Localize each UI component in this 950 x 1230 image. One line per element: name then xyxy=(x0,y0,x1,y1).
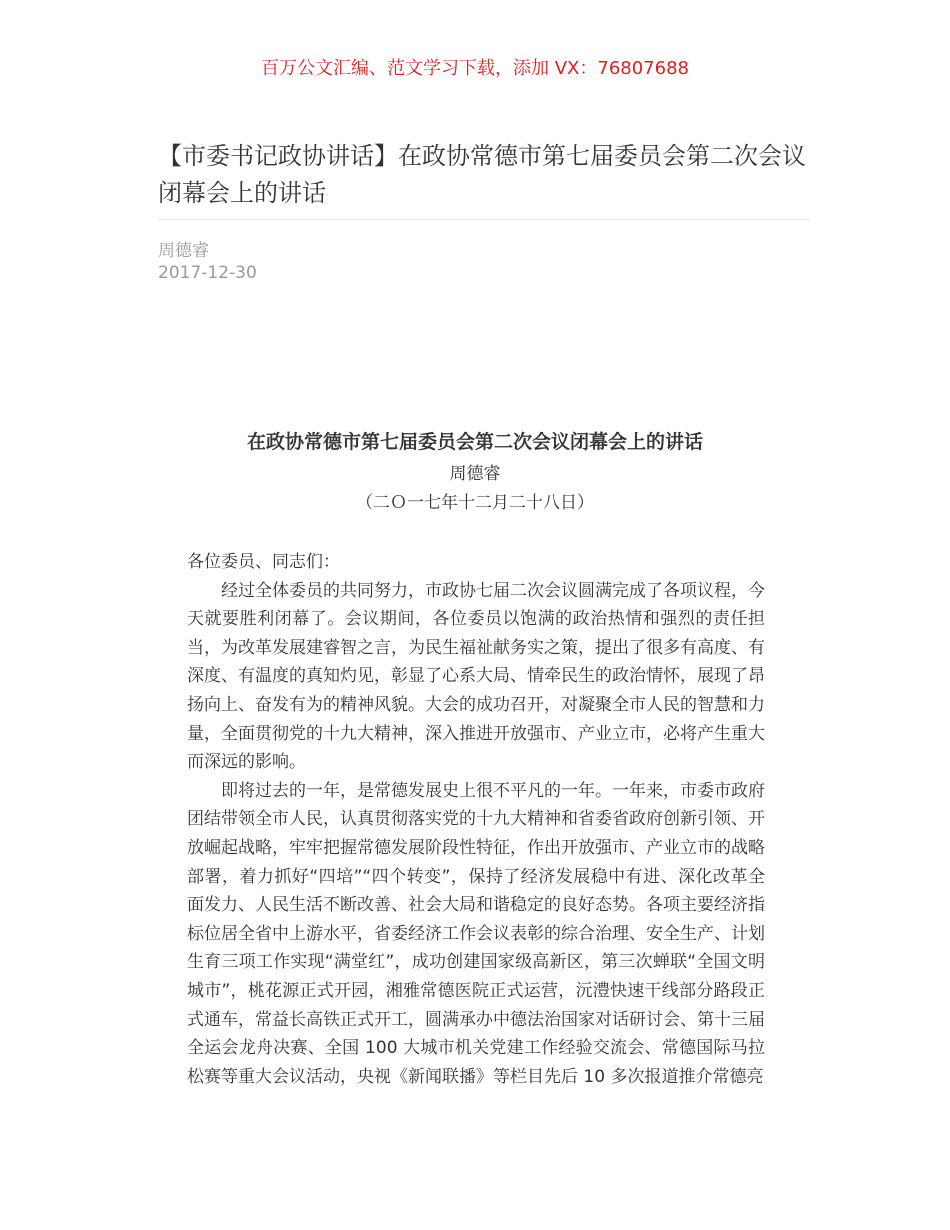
article-date: 2017-12-30 xyxy=(158,263,257,283)
speech-title: 在政协常德市第七届委员会第二次会议闭幕会上的讲话 xyxy=(246,431,703,453)
article-author: 周德睿 xyxy=(158,241,209,261)
speech-body xyxy=(187,548,765,1091)
speech-author: 周德睿 xyxy=(449,464,501,484)
paragraph: 经过全体委员的共同努力，市政协七届二次会议圆满完成了各项议程，今天就要胜利闭幕了。会议期间，各位委员以饱满的政治热情和强烈的责任担当，为改革发展建睿智之言，为民生福祉献务实之策，提出了很多有高度、有深度、有温度的真知灼见，彰显了心系大局、情牵民生的政治情怀，展现了昂扬向上、奋发有为的精神风貌。大会的成功召开，对凝聚全市人民的智慧和力量，全面贯彻党的十九大精神，深入推进开放强市、产业立市，必将产生重大而深远的影响。 xyxy=(187,580,765,773)
download-banner: 百万公文汇编、范文学习下载，添加 VX：76807688 xyxy=(261,58,689,79)
article-title: 【市委书记政协讲话】在政协常德市第七届委员会第二次会议闭幕会上的讲话 xyxy=(158,142,806,207)
speech-date: （二Ｏ一七年十二月二十八日） xyxy=(356,493,594,513)
paragraph: 即将过去的一年，是常德发展史上很不平凡的一年。一年来，市委市政府团结带领全市人民，认真贯彻落实党的十九大精神和省委省政府创新引领、开放崛起战略，牢牢把握常德发展阶段性特征，作出开放强市、产业立市的战略部署，着力抓好“四培”“四个转变”，保持了经济发展稳中有进、深化改革全面发力、人民生活不断改善、社会大局和谐稳定的良好态势。各项主要经济指标位居全省中上游水平，省委经济工作会议表彰的综合治理、安全生产、计划生育三项工作实现“满堂红”，成功创建国家级高新区，第三次蝉联“全国文明城市”，桃花源正式开园，湘雅常德医院正式运营，沅澧快速干线部分路段正式通车，常益长高铁正式开工，圆满承办中德法治国家对话研讨会、第十三届全运会龙舟决赛、全国 100 大城市机关党建工作经验交流会、常德国际马拉松赛等重大会议活动，央视《新闻联播》等栏目先后 10 多次报道推介常德亮 xyxy=(187,780,765,1087)
salutation: 各位委员、同志们： xyxy=(187,552,340,572)
title-divider xyxy=(158,219,810,220)
